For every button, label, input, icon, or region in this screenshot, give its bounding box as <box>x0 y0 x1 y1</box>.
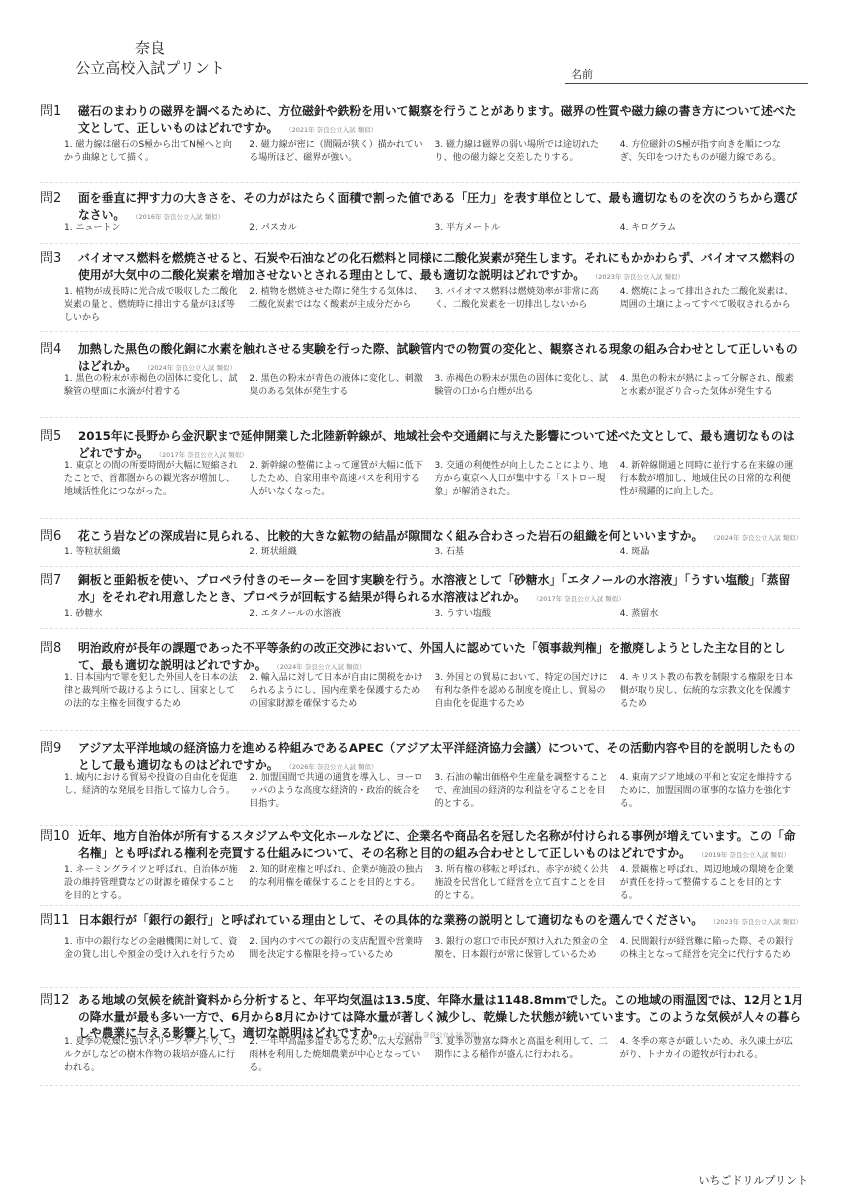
title-main: 公立高校入試プリント <box>75 59 225 77</box>
question-body: 近年、地方自治体が所有するスタジアムや文化ホールなどに、企業名や商品名を冠した名称が付けられる事例が増えています。この「命名権」とも呼ばれる権利を売買する仕組みについて、その名称と目的の組み合わせとして正しいものはどれですか。 <box>78 829 796 860</box>
question-text <box>78 912 805 931</box>
choice-option[interactable]: 4. 新幹線開通と同時に並行する在来線の運行本数が増加し、地域住民の日常的な利便性が飛躍的に向上した。 <box>619 461 794 497</box>
choice-option[interactable]: 2. 加盟国間で共通の通貨を導入し、ヨーロッパのような高度な経済的・政治的統合を目指す。 <box>249 773 423 809</box>
question-source: （2023年 奈良公立入試 類似） <box>595 272 684 281</box>
choice-option[interactable]: 4. 東南アジア地域の平和と安定を維持するために、加盟国間の軍事的な協力を強化する。 <box>619 773 793 809</box>
choice-option[interactable]: 4. 燃焼によって排出された二酸化炭素は、周囲の土壌によってすべて吸収されるから <box>619 287 794 310</box>
choice-option[interactable]: 3. うすい塩酸 <box>434 609 491 619</box>
question-divider <box>40 628 800 629</box>
choice-option[interactable]: 4. 蒸留水 <box>619 609 659 619</box>
question-source: （2019年 奈良公立入試 類似） <box>700 850 790 859</box>
choice-list <box>64 460 805 499</box>
question-source: （2024年 奈良公立入試 類似） <box>394 1031 484 1039</box>
choice-option[interactable]: 2. 国内のすべての銀行の支店配置や営業時間を決定する権限を持っているため <box>249 937 423 960</box>
page-title <box>60 38 240 78</box>
choice-option[interactable]: 2. 黒色の粉末が青色の液体に変化し、刺激臭のある気体が発生する <box>249 374 423 397</box>
choice-option[interactable]: 3. 外国との貿易において、特定の国だけに有利な条件を認める制度を廃止し、貿易の自由化を促進するため <box>434 673 608 709</box>
choice-option[interactable]: 3. 平方メートル <box>434 223 500 233</box>
question-number: 問6 <box>40 529 62 544</box>
choice-option[interactable]: 1. 市中の銀行などの金融機関に対して、資金の貸し出しや預金の受け入れを行うため <box>64 937 238 960</box>
choice-option[interactable]: 1. 砂糖水 <box>64 609 103 619</box>
question-text <box>78 103 805 138</box>
question-divider <box>40 243 800 244</box>
question-body: 面を垂直に押す力の大きさを、その力がはたらく面積で割った値である「圧力」を表す単位として、最も適切なものを次のうちから選びなさい。 <box>78 191 798 222</box>
choice-option[interactable]: 2. 一年中高温多湿であるため、広大な熱帯雨林を利用した焼畑農業が中心となっている。 <box>249 1037 423 1073</box>
question-body: ある地域の気候を統計資料から分析すると、年平均気温は13.5度、年降水量は1148.8mmでした。この地域の雨温図では、12月と1月の降水量が最も多い一方で、6月から8月にかけては降水量が著しく減少し、乾燥した状態が続いています。このような気候が人々の暮らしや農業に与える影響として、適切な説明はどれですか。 <box>78 993 804 1040</box>
choice-list <box>64 139 805 165</box>
question-divider <box>40 417 800 418</box>
question-source: （2021年 奈良公立入試 類似） <box>288 125 378 134</box>
question-source: （2023年 奈良公立入試 類似） <box>713 918 802 926</box>
question-text <box>78 572 805 607</box>
question-body: 2015年に長野から金沢駅まで延伸開業した北陸新幹線が、地域社会や交通網に与えた影響について述べた文として、最も適切なものはどれですか。 <box>78 429 795 460</box>
question-body: 加熱した黒色の酸化銅に水素を触れさせる実験を行った際、試験管内での物質の変化と、観察される現象の組み合わせとして正しいものはどれか。 <box>78 342 798 373</box>
question-number: 問4 <box>40 342 62 357</box>
choice-option[interactable]: 2. 新幹線の整備によって運賃が大幅に低下したため、自家用車や高速バスを利用する人がいなくなった。 <box>249 461 423 497</box>
question-text <box>78 740 805 775</box>
question-body: バイオマス燃料を燃焼させると、石炭や石油などの化石燃料と同様に二酸化炭素が発生します。それにもかかわらず、バイオマス燃料の使用が大気中の二酸化炭素を増加させないとされる理由として、最も適切な説明はどれですか。 <box>78 251 796 282</box>
question-text <box>78 341 805 376</box>
question-number: 問9 <box>40 741 62 756</box>
choice-option[interactable]: 1. ニュートン <box>64 223 121 233</box>
name-label: 名前 <box>571 68 593 81</box>
question-divider <box>40 825 800 826</box>
question-number: 問7 <box>40 573 62 588</box>
question-body: 明治政府が長年の課題であった不平等条約の改正交渉において、外国人に認めていた「領事裁判権」を撤廃しようとした主な目的として、最も適切な説明はどれですか。 <box>78 641 786 672</box>
question-source: （2017年 奈良公立入試 類似） <box>535 594 625 603</box>
choice-option[interactable]: 2. 輸入品に対して日本が自由に関税をかけられるようにし、国内産業を保護するための国家財源を確保するため <box>249 673 423 709</box>
choice-option[interactable]: 2. エタノールの水溶液 <box>249 609 341 619</box>
choice-option[interactable]: 1. 等粒状組織 <box>64 547 121 557</box>
choice-option[interactable]: 3. 磁力線は磁界の弱い場所では途切れたり、他の磁力線と交差したりする。 <box>434 140 599 163</box>
choice-list <box>64 1036 805 1075</box>
question-body: 磁石のまわりの磁界を調べるために、方位磁針や鉄粉を用いて観察を行うことがあります。磁界の性質や磁力線の書き方について述べた文として、正しいものはどれですか。 <box>78 104 797 135</box>
question-number: 問8 <box>40 641 62 656</box>
choice-list <box>64 608 805 621</box>
question-body: 銅板と亜鉛板を使い、プロペラ付きのモーターを回す実験を行う。水溶液として「砂糖水」「エタノールの水溶液」「うすい塩酸」「蒸留水」をそれぞれ用意したとき、プロペラが回転する結果が得られる水溶液はどれか。 <box>78 573 791 604</box>
question-divider <box>40 182 800 183</box>
question-source: （2024年 奈良公立入試 類似） <box>147 363 236 372</box>
question-divider <box>40 1085 800 1086</box>
choice-option[interactable]: 4. 冬季の寒さが厳しいため、永久凍土が広がり、トナカイの遊牧が行われる。 <box>619 1037 793 1060</box>
choice-option[interactable]: 2. 植物を燃焼させた際に発生する気体は、二酸化炭素ではなく酸素が主成分だから <box>249 287 423 310</box>
question-source: （2024年 奈良公立入試 類似） <box>276 662 366 671</box>
choice-option[interactable]: 2. 斑状組織 <box>249 547 297 557</box>
choice-list <box>64 672 805 711</box>
question-text <box>78 640 805 675</box>
choice-option[interactable]: 1. 日本国内で罪を犯した外国人を日本の法律と裁判所で裁けるようにし、国家としての法的な主権を回復するため <box>64 673 238 709</box>
choice-list <box>64 222 805 235</box>
choice-option[interactable]: 4. 方位磁針のS極が指す向きを順につなぎ、矢印をつけたものが磁力線である。 <box>619 140 782 163</box>
choice-option[interactable]: 2. 知的財産権と呼ばれ、企業が施設の独占的な利用権を確保することを目的とする。 <box>249 865 424 888</box>
question-number: 問5 <box>40 429 62 444</box>
choice-option[interactable]: 3. 石基 <box>434 547 464 557</box>
choice-option[interactable]: 3. 銀行の窓口で市民が預け入れた預金の全額を、日本銀行が常に保管しているため <box>434 937 608 960</box>
question-source: （2017年 奈良公立入試 類似） <box>158 450 248 459</box>
question-number: 問2 <box>40 191 62 206</box>
choice-option[interactable]: 3. 所有権の移転と呼ばれ、赤字が続く公共施設を民営化して経営を立て直すことを目的とする。 <box>434 865 609 901</box>
choice-option[interactable]: 3. 赤褐色の粉末が黒色の固体に変化し、試験管の口から白煙が出る <box>434 374 608 397</box>
question-text <box>78 190 805 225</box>
footer-brand: いちごドリルプリント <box>698 1174 808 1187</box>
question-divider <box>40 987 800 988</box>
question-number: 問12 <box>40 993 70 1008</box>
choice-list <box>64 936 805 962</box>
question-source: （2026年 奈良公立入試 類似） <box>288 762 378 771</box>
question-divider <box>40 518 800 519</box>
choice-list <box>64 373 805 399</box>
question-body: 日本銀行が「銀行の銀行」と呼ばれている理由として、その具体的な業務の説明として適切なものを選んでください。 <box>78 913 704 927</box>
question-divider <box>40 905 800 906</box>
choice-option[interactable]: 1. 東京との間の所要時間が大幅に短縮されたことで、首都圏からの観光客が増加し、地域活性化につながった。 <box>64 461 238 497</box>
title-prefecture: 奈良 <box>134 39 165 57</box>
question-text <box>78 528 805 547</box>
choice-option[interactable]: 1. ネーミングライツと呼ばれ、自治体が施設の維持管理費などの財源を確保することを目的とする。 <box>64 865 238 901</box>
question-number: 問11 <box>40 913 70 928</box>
choice-option[interactable]: 1. 域内における貿易や投資の自由化を促進し、経済的な発展を目指して協力し合う。 <box>64 773 238 796</box>
question-text <box>78 250 805 285</box>
name-field[interactable] <box>565 62 808 84</box>
question-body: 花こう岩などの深成岩に見られる、比較的大きな鉱物の結晶が隙間なく組み合わさった岩石の組織を何といいますか。 <box>78 529 704 543</box>
choice-option[interactable]: 4. 黒色の粉末が熱によって分解され、酸素と水素が混ざり合った気体が発生する <box>619 374 794 397</box>
choice-option[interactable]: 3. バイオマス燃料は燃焼効率が非常に高く、二酸化炭素を一切排出しないから <box>434 287 599 310</box>
choice-option[interactable]: 2. パスカル <box>249 223 297 233</box>
choice-option[interactable]: 2. 磁力線が密に（間隔が狭く）描かれている場所ほど、磁界が強い。 <box>249 140 423 163</box>
choice-option[interactable]: 4. 景観権と呼ばれ、周辺地域の環境を企業が責任を持って整備することを目的とする。 <box>619 865 794 901</box>
question-source: （2024年 奈良公立入試 類似） <box>713 534 803 542</box>
choice-option[interactable]: 4. キログラム <box>619 223 677 233</box>
question-divider <box>40 566 800 567</box>
question-number: 問3 <box>40 251 62 266</box>
choice-option[interactable]: 3. 夏季の豊富な降水と高温を利用して、二期作による稲作が盛んに行われる。 <box>434 1037 608 1060</box>
choice-option[interactable]: 4. 民間銀行が経営難に陥った際、その銀行の株主となって経営を完全に代行するため <box>619 937 794 960</box>
choice-option[interactable]: 1. 磁力線は磁石のS極から出てN極へと向かう曲線として描く。 <box>64 140 232 163</box>
choice-option[interactable]: 3. 石油の輸出価格や生産量を調整することで、産油国の経済的な利益を守ることを目的とする。 <box>434 773 608 809</box>
question-body: アジア太平洋地域の経済協力を進める枠組みであるAPEC（アジア太平洋経済協力会議）について、その活動内容や目的を説明したものとして最も適切なものはどれですか。 <box>78 741 796 772</box>
choice-list <box>64 546 805 559</box>
question-number: 問10 <box>40 829 70 844</box>
choice-option[interactable]: 1. 植物が成長時に光合成で吸収した二酸化炭素の量と、燃焼時に排出する量がほぼ等しいから <box>64 287 238 323</box>
question-source: （2016年 奈良公立入試 類似） <box>135 212 225 221</box>
question-divider <box>40 730 800 731</box>
choice-option[interactable]: 4. 斑晶 <box>619 547 650 557</box>
choice-option[interactable]: 1. 黒色の粉末が赤褐色の固体に変化し、試験管の壁面に水滴が付着する <box>64 374 238 397</box>
choice-option[interactable]: 3. 交通の利便性が向上したことにより、地方から東京へ人口が集中する「ストロー現象」が解消された。 <box>434 461 608 497</box>
choice-list <box>64 772 805 811</box>
choice-list <box>64 864 805 903</box>
choice-option[interactable]: 1. 夏季の乾燥に強いオリーブやブドウ、コルクがしなどの樹木作物の栽培が盛んに行われる。 <box>64 1037 237 1073</box>
question-divider <box>40 331 800 332</box>
choice-option[interactable]: 4. キリスト教の布教を制限する権限を日本側が取り戻し、伝統的な宗教文化を保護するため <box>619 673 794 709</box>
question-text <box>78 828 805 863</box>
choice-list <box>64 286 805 325</box>
question-number: 問1 <box>40 104 62 119</box>
question-text <box>78 428 805 463</box>
